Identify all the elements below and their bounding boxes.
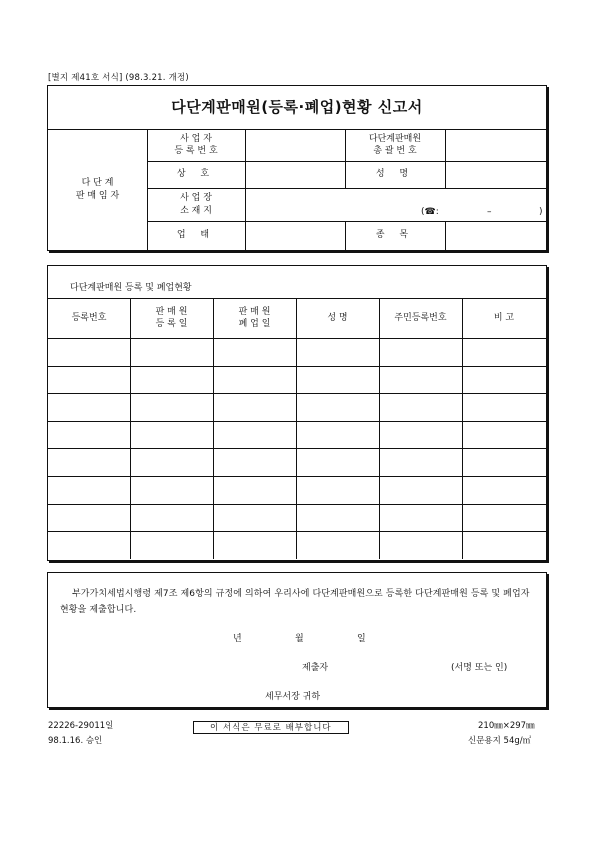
table-cell[interactable]: [213, 393, 296, 421]
trade-name-field[interactable]: [245, 161, 345, 188]
table-cell[interactable]: [462, 531, 546, 559]
table-cell[interactable]: [130, 421, 213, 449]
free-distribution-notice: 이 서식은 무료로 배부합니다: [193, 721, 349, 733]
column-header: 비 고: [493, 312, 515, 323]
status-section: [47, 265, 547, 561]
biz-reg-no-label: 사 업 자 등 록 번 호: [174, 133, 218, 156]
table-cell[interactable]: [130, 476, 213, 504]
table-cell[interactable]: [130, 366, 213, 394]
table-cell[interactable]: [379, 421, 462, 449]
table-cell[interactable]: [48, 366, 130, 394]
business-type-field[interactable]: [245, 221, 345, 250]
declaration-section: [47, 572, 547, 708]
column-header: 주민등록번호: [394, 312, 447, 323]
trade-name-label: 상 호: [176, 169, 216, 180]
status-heading: 다단계판매원 등록 및 폐업현황: [70, 283, 192, 293]
table-cell[interactable]: [296, 393, 379, 421]
table-cell[interactable]: [213, 338, 296, 366]
table-cell[interactable]: [130, 338, 213, 366]
table-cell[interactable]: [48, 476, 130, 504]
phone-open: (☎:: [421, 207, 439, 217]
submitter-label: 제출자: [302, 663, 329, 673]
table-cell[interactable]: [48, 504, 130, 532]
phone-dash: –: [487, 207, 492, 217]
table-cell[interactable]: [379, 366, 462, 394]
table-cell[interactable]: [296, 531, 379, 559]
addressee: 세무서장 귀하: [265, 692, 321, 702]
column-header: 등록번호: [71, 312, 107, 323]
phone-close: ): [539, 207, 543, 217]
table-cell[interactable]: [379, 531, 462, 559]
name-field[interactable]: [445, 161, 546, 188]
table-cell[interactable]: [48, 421, 130, 449]
date-day: 일: [357, 634, 366, 644]
declaration-text: 부가가치세법시행령 제7조 제6항의 규정에 의하여 우리사에 다단계판매원으로 등록한 다단계판매원 등록 및 폐업자현황을 제출합니다.: [60, 589, 530, 615]
table-cell[interactable]: [462, 448, 546, 476]
table-cell[interactable]: [379, 504, 462, 532]
form-title: 다단계판매원(등록·폐업)현황 신고서: [171, 98, 423, 117]
table-cell[interactable]: [213, 476, 296, 504]
table-cell[interactable]: [462, 393, 546, 421]
table-cell[interactable]: [213, 421, 296, 449]
table-cell[interactable]: [296, 504, 379, 532]
table-cell[interactable]: [462, 366, 546, 394]
table-cell[interactable]: [296, 476, 379, 504]
table-cell[interactable]: [130, 504, 213, 532]
table-cell[interactable]: [462, 504, 546, 532]
table-cell[interactable]: [296, 366, 379, 394]
table-cell[interactable]: [213, 531, 296, 559]
table-cell[interactable]: [48, 393, 130, 421]
location-field[interactable]: [245, 188, 546, 221]
table-cell[interactable]: [296, 421, 379, 449]
table-cell[interactable]: [379, 448, 462, 476]
form-code: 22226-29011일: [48, 721, 114, 731]
table-cell[interactable]: [48, 338, 130, 366]
seller-no-label: 다단계판매원 총 괄 번 호: [368, 133, 422, 156]
table-cell[interactable]: [130, 531, 213, 559]
table-cell[interactable]: [48, 448, 130, 476]
table-cell[interactable]: [213, 366, 296, 394]
column-header: 판 매 원 폐 업 일: [238, 306, 271, 329]
table-cell[interactable]: [296, 338, 379, 366]
table-cell[interactable]: [379, 393, 462, 421]
seller-no-field[interactable]: [445, 129, 546, 161]
form-number-note: [별지 제41호 서식] (98.3.21. 개정): [48, 73, 189, 83]
table-cell[interactable]: [130, 393, 213, 421]
column-header: 판 매 원 등 록 일: [155, 306, 188, 329]
table-cell[interactable]: [379, 338, 462, 366]
table-cell[interactable]: [462, 476, 546, 504]
registrant-section: [47, 85, 547, 251]
table-cell[interactable]: [213, 448, 296, 476]
table-cell[interactable]: [296, 448, 379, 476]
location-label: 사 업 장 소 재 지: [180, 193, 212, 216]
paper-type: 신문용지 54g/㎡: [468, 736, 532, 746]
table-cell[interactable]: [130, 448, 213, 476]
business-item-field[interactable]: [445, 221, 546, 250]
paper-size: 210㎜×297㎜: [478, 721, 535, 731]
table-cell[interactable]: [48, 531, 130, 559]
table-cell[interactable]: [462, 338, 546, 366]
column-header: 성 명: [327, 312, 348, 323]
signature-label[interactable]: (서명 또는 인): [451, 663, 508, 673]
business-type-label: 업 태: [176, 230, 216, 241]
registrant-group-label: 다 단 계 판 매 임 자: [75, 178, 120, 201]
biz-reg-no-field[interactable]: [245, 129, 345, 161]
table-cell[interactable]: [462, 421, 546, 449]
approval-date: 98.1.16. 승인: [48, 736, 103, 746]
name-label: 성 명: [375, 169, 415, 180]
date-year: 년: [233, 634, 242, 644]
date-month: 월: [295, 634, 304, 644]
business-item-label: 종 목: [375, 230, 415, 241]
table-cell[interactable]: [213, 504, 296, 532]
table-cell[interactable]: [379, 476, 462, 504]
